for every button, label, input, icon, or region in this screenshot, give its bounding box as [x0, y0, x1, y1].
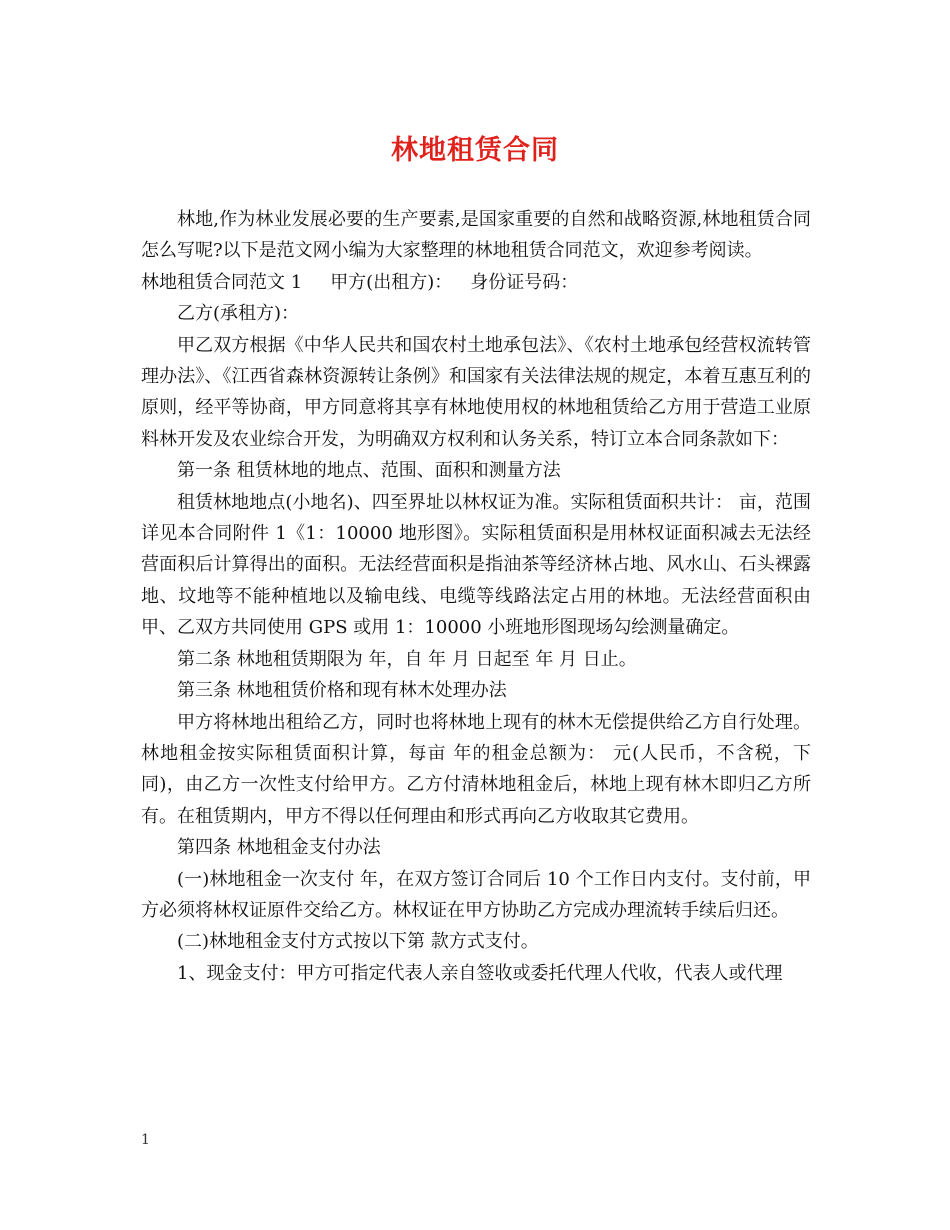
article-3-body: 甲方将林地出租给乙方，同时也将林地上现有的林木无偿提供给乙方自行处理。林地租金按实际租赁面积计算，每亩 年的租金总额为： 元(人民币，不含税，下同)，由乙方一次性支付给甲方。乙方付清林地租金后，林地上现有林木即归乙方所有。在租赁期内，甲方不得以任何理由和形式再向乙方收取其它费用。: [141, 711, 811, 827]
article-2: 第二条 林地租赁期限为 年，自 年 月 日起至 年 月 日止。: [177, 648, 637, 670]
article-1-heading: 第一条 租赁林地的地点、范围、面积和测量方法: [177, 460, 561, 482]
article-4-item-2-1: 1、现金支付：甲方可指定代表人亲自签收或委托代理人代收，代表人或代理: [177, 962, 783, 984]
article-1-body: 租赁林地地点(小地名)、四至界址以林权证为准。实际租赁面积共计： 亩，范围详见本合同附件 1《1：10000 地形图》。实际租赁面积是用林权证面积减去无法经营面积后计算得出的面积。无法经营面积是指油茶等经济林占地、风水山、石头裸露地、坟地等不能种植地以及输电线、电缆等线路法定占用的林地。无法经营面积由甲、乙双方共同使用 GPS 或用 1：10000 小班地形图现场勾绘测量确定。: [141, 491, 811, 639]
paragraph-basis: 甲乙双方根据《中华人民共和国农村土地承包法》、《农村土地承包经营权流转管理办法》、《江西省森林资源转让条例》和国家有关法律法规的规定，本着互惠互利的原则，经平等协商，甲方同意将其享有林地使用权的林地租赁给乙方用于营造工业原料林开发及农业综合开发，为明确双方权利和认务关系，特订立本合同条款如下：: [141, 334, 811, 450]
document-body: [141, 204, 811, 989]
paragraph-intro: 林地,作为林业发展必要的生产要素,是国家重要的自然和战略资源,林地租赁合同怎么写呢?以下是范文网小编为大家整理的林地租赁合同范文，欢迎参考阅读。: [141, 209, 811, 262]
article-4-item-2: (二)林地租金支付方式按以下第 款方式支付。: [177, 931, 539, 953]
sample-heading: 林地租赁合同范文 1: [141, 271, 303, 293]
article-4-item-1: (一)林地租金一次支付 年，在双方签订合同后 10 个工作日内支付。支付前，甲方必须将林权证原件交给乙方。林权证在甲方协助乙方完成办理流转手续后归还。: [141, 868, 811, 921]
paragraph-sample-line: [141, 267, 811, 298]
id-number-label: 身份证号码：: [470, 271, 579, 293]
paragraph-party-b: 乙方(承租方)：: [177, 303, 300, 325]
party-a-label: 甲方(出租方)：: [330, 271, 453, 293]
article-3-heading: 第三条 林地租赁价格和现有林木处理办法: [177, 680, 507, 702]
article-4-heading: 第四条 林地租金支付办法: [177, 837, 381, 859]
page-number: 1: [141, 1132, 150, 1148]
document-title: 林地租赁合同: [391, 135, 559, 166]
